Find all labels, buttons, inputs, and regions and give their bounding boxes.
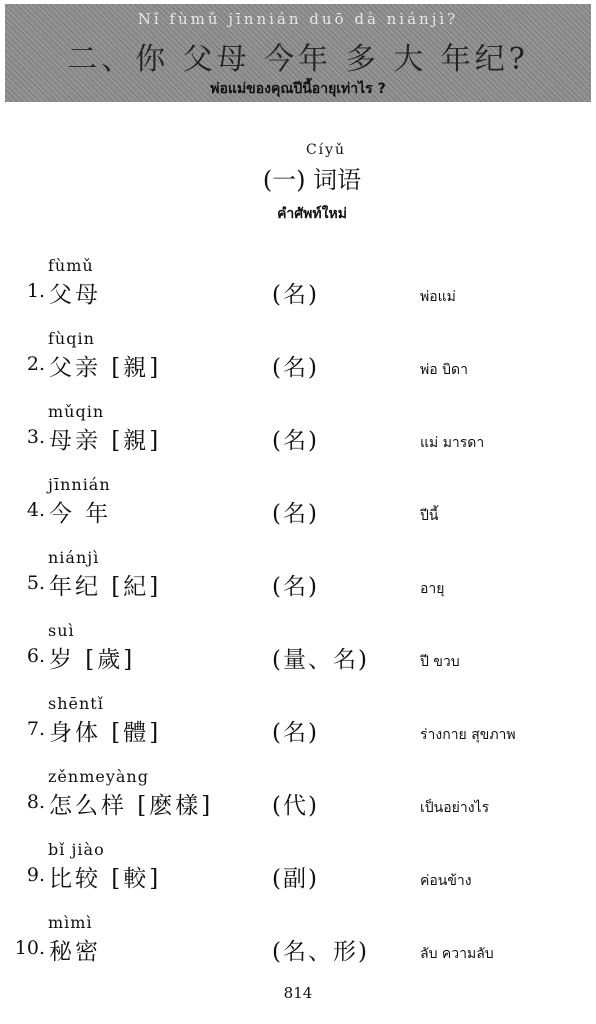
section-title: (一) 词语 [262,166,362,194]
vocab-pinyin: shēntǐ [48,694,104,713]
vocab-entry [0,329,596,402]
lesson-title-banner [5,4,591,102]
vocab-part-of-speech: (名) [272,574,319,600]
vocab-entry [0,694,596,767]
vocab-part-of-speech: (副) [272,866,319,892]
vocab-pinyin: fùqin [48,329,95,348]
vocab-number: 3. [26,426,45,448]
vocab-word: 身体 [體] [49,720,162,746]
vocab-thai-meaning: พ่อ บิดา [420,362,468,378]
vocabulary-list [0,256,596,986]
vocab-thai-meaning: เป็นอย่างไร [420,800,490,816]
vocab-pinyin: mìmì [48,913,93,932]
page-number: 814 [283,984,313,1002]
vocab-word: 怎么样 [麽樣] [49,793,214,819]
vocab-number: 10. [14,937,45,959]
vocab-thai-meaning: ปี ขวบ [420,654,460,670]
vocab-thai-meaning: ค่อนข้าง [420,873,472,889]
vocab-entry [0,840,596,913]
vocab-word: 岁 [歲] [49,647,136,673]
vocab-entry [0,767,596,840]
section-title-thai: คำศัพท์ใหม่ [277,206,347,222]
vocab-word: 比较 [較] [49,866,162,892]
lesson-title-thai: พ่อแม่ของคุณปีนี้อายุเท่าไร ? [210,81,386,97]
vocab-number: 6. [26,645,45,667]
vocab-number: 5. [26,572,45,594]
vocab-word: 秘密 [49,939,101,965]
vocab-number: 4. [26,499,45,521]
vocab-part-of-speech: (代) [272,793,319,819]
vocab-entry [0,913,596,986]
lesson-title: 二、你 父母 今年 多 大 年纪? [67,42,529,77]
vocab-number: 1. [26,280,45,302]
vocab-number: 2. [26,353,45,375]
vocab-part-of-speech: (名) [272,501,319,527]
vocab-pinyin: suì [48,621,75,640]
vocab-entry [0,475,596,548]
section-pinyin: Cíyǔ [305,142,347,158]
vocab-thai-meaning: ปีนี้ [420,508,439,524]
vocab-part-of-speech: (名) [272,720,319,746]
vocab-word: 年纪 [紀] [49,574,162,600]
vocab-thai-meaning: ร่างกาย สุขภาพ [420,727,516,743]
vocab-word: 今 年 [49,501,112,527]
vocab-thai-meaning: ลับ ความลับ [420,946,494,962]
vocab-entry [0,548,596,621]
vocab-pinyin: niánjì [48,548,100,567]
vocab-word: 父亲 [親] [49,355,162,381]
vocab-thai-meaning: อายุ [420,581,445,597]
vocab-thai-meaning: พ่อแม่ [420,289,456,305]
vocab-pinyin: mǔqin [48,402,105,421]
vocab-pinyin: bǐ jiào [48,840,105,859]
vocab-thai-meaning: แม่ มารดา [420,435,485,451]
vocab-number: 8. [26,791,45,813]
vocab-entry [0,402,596,475]
vocab-word: 母亲 [親] [49,428,162,454]
vocab-part-of-speech: (量、名) [272,647,369,673]
vocab-entry [0,256,596,329]
vocab-word: 父母 [49,282,101,308]
vocab-part-of-speech: (名) [272,282,319,308]
vocab-pinyin: zěnmeyàng [48,767,149,786]
banner-pinyin: Nǐ fùmǔ jīnnián duō dà niánjì? [137,10,459,28]
vocab-entry [0,621,596,694]
vocab-pinyin: fùmǔ [48,256,94,275]
vocab-part-of-speech: (名) [272,428,319,454]
vocab-part-of-speech: (名) [272,355,319,381]
vocab-pinyin: jīnnián [48,475,111,494]
vocab-number: 7. [26,718,45,740]
vocab-part-of-speech: (名、形) [272,939,369,965]
vocab-number: 9. [26,864,45,886]
